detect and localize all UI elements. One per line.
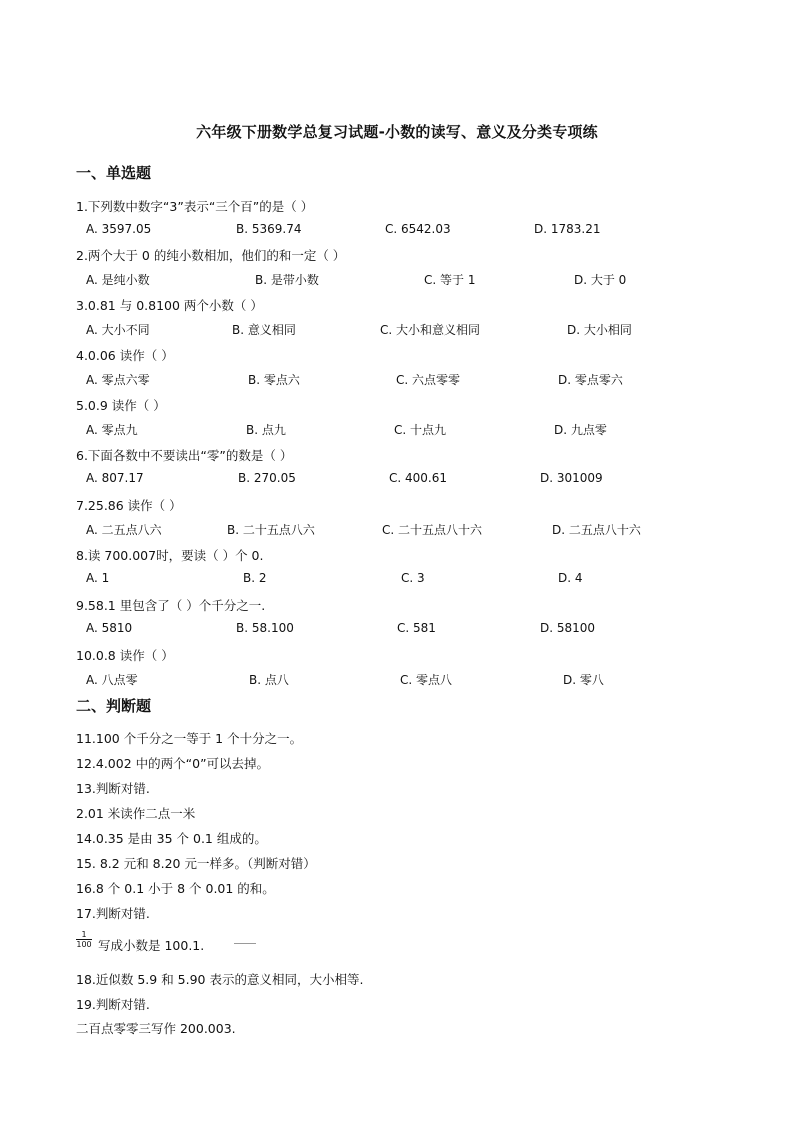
question-8: 8.读 700.007时，要读（ ）个 0. [76, 548, 264, 563]
option-6a: A. 807.17 [86, 471, 144, 485]
question-1: 1.下列数中数字“3”表示“三个百”的是（ ） [76, 199, 314, 214]
tf-item-19-statement: 二百点零零三写作 200.003. [76, 1021, 236, 1036]
option-5b: B. 点九 [246, 423, 286, 437]
option-3d: D. 大小相同 [567, 323, 632, 337]
option-10c: C. 零点八 [400, 673, 453, 687]
option-1a: A. 3597.05 [86, 222, 152, 236]
option-2b: B. 是带小数 [255, 273, 319, 287]
option-9a: A. 5810 [86, 621, 133, 635]
tf-item-12: 12.4.002 中的两个“0”可以去掉。 [76, 756, 270, 771]
option-2a: A. 是纯小数 [86, 273, 150, 287]
tf-item-11: 11.100 个千分之一等于 1 个十分之一。 [76, 731, 303, 746]
option-6b: B. 270.05 [238, 471, 296, 485]
option-7d: D. 二五点八十六 [552, 523, 641, 537]
tf-item-13: 13.判断对错. [76, 781, 150, 796]
option-5d: D. 九点零 [554, 423, 607, 437]
option-6c: C. 400.61 [389, 471, 447, 485]
option-7b: B. 二十五点八六 [227, 523, 315, 537]
option-4d: D. 零点零六 [558, 373, 623, 387]
option-2d: D. 大于 0 [574, 273, 627, 287]
option-3b: B. 意义相同 [232, 323, 296, 337]
option-1d: D. 1783.21 [534, 222, 601, 236]
tf-item-17: 17.判断对错. [76, 906, 150, 921]
tf-item-15: 15. 8.2 元和 8.20 元一样多。（判断对错） [76, 856, 316, 871]
option-9c: C. 581 [397, 621, 436, 635]
question-10: 10.0.8 读作（ ） [76, 648, 174, 663]
option-10a: A. 八点零 [86, 673, 138, 687]
fraction-numerator: 1 [76, 930, 92, 940]
tf-item-16: 16.8 个 0.1 小于 8 个 0.01 的和。 [76, 881, 275, 896]
option-3a: A. 大小不同 [86, 323, 150, 337]
option-10d: D. 零八 [563, 673, 604, 687]
option-4b: B. 零点六 [248, 373, 300, 387]
tf-item-13-statement: 2.01 米读作二点一米 [76, 806, 196, 821]
fraction-denominator: 100 [76, 940, 92, 949]
question-6: 6.下面各数中不要读出“零”的数是（ ） [76, 448, 293, 463]
question-4: 4.0.06 读作（ ） [76, 348, 174, 363]
question-7: 7.25.86 读作（ ） [76, 498, 182, 513]
option-1c: C. 6542.03 [385, 222, 451, 236]
option-9d: D. 58100 [540, 621, 596, 635]
question-3: 3.0.81 与 0.8100 两个小数（ ） [76, 298, 263, 313]
option-9b: B. 58.100 [236, 621, 294, 635]
tf-item-17-statement: 写成小数是 100.1. [98, 938, 205, 953]
section-heading-true-false: 二、判断题 [76, 697, 152, 715]
tf-item-18: 18.近似数 5.9 和 5.90 表示的意义相同，大小相等. [76, 972, 364, 987]
question-5: 5.0.9 读作（ ） [76, 398, 166, 413]
tf-item-14: 14.0.35 是由 35 个 0.1 组成的。 [76, 831, 267, 846]
option-3c: C. 大小和意义相同 [380, 323, 481, 337]
option-8d: D. 4 [558, 571, 583, 585]
scan-artifact [234, 943, 256, 944]
question-2: 2.两个大于 0 的纯小数相加，他们的和一定（ ） [76, 248, 346, 263]
option-2c: C. 等于 1 [424, 273, 476, 287]
option-5c: C. 十点九 [394, 423, 447, 437]
option-6d: D. 301009 [540, 471, 603, 485]
option-5a: A. 零点九 [86, 423, 138, 437]
option-4c: C. 六点零零 [396, 373, 461, 387]
question-9: 9.58.1 里包含了（ ）个千分之一. [76, 598, 266, 613]
option-10b: B. 点八 [249, 673, 289, 687]
option-8a: A. 1 [86, 571, 110, 585]
tf-item-19: 19.判断对错. [76, 997, 150, 1012]
option-7a: A. 二五点八六 [86, 523, 162, 537]
option-4a: A. 零点六零 [86, 373, 150, 387]
fraction-one-hundredth [76, 930, 92, 949]
option-1b: B. 5369.74 [236, 222, 302, 236]
option-8b: B. 2 [243, 571, 267, 585]
option-7c: C. 二十五点八十六 [382, 523, 483, 537]
option-8c: C. 3 [401, 571, 425, 585]
page-title: 六年级下册数学总复习试题-小数的读写、意义及分类专项练 [196, 123, 598, 141]
section-heading-single-choice: 一、单选题 [76, 164, 152, 182]
